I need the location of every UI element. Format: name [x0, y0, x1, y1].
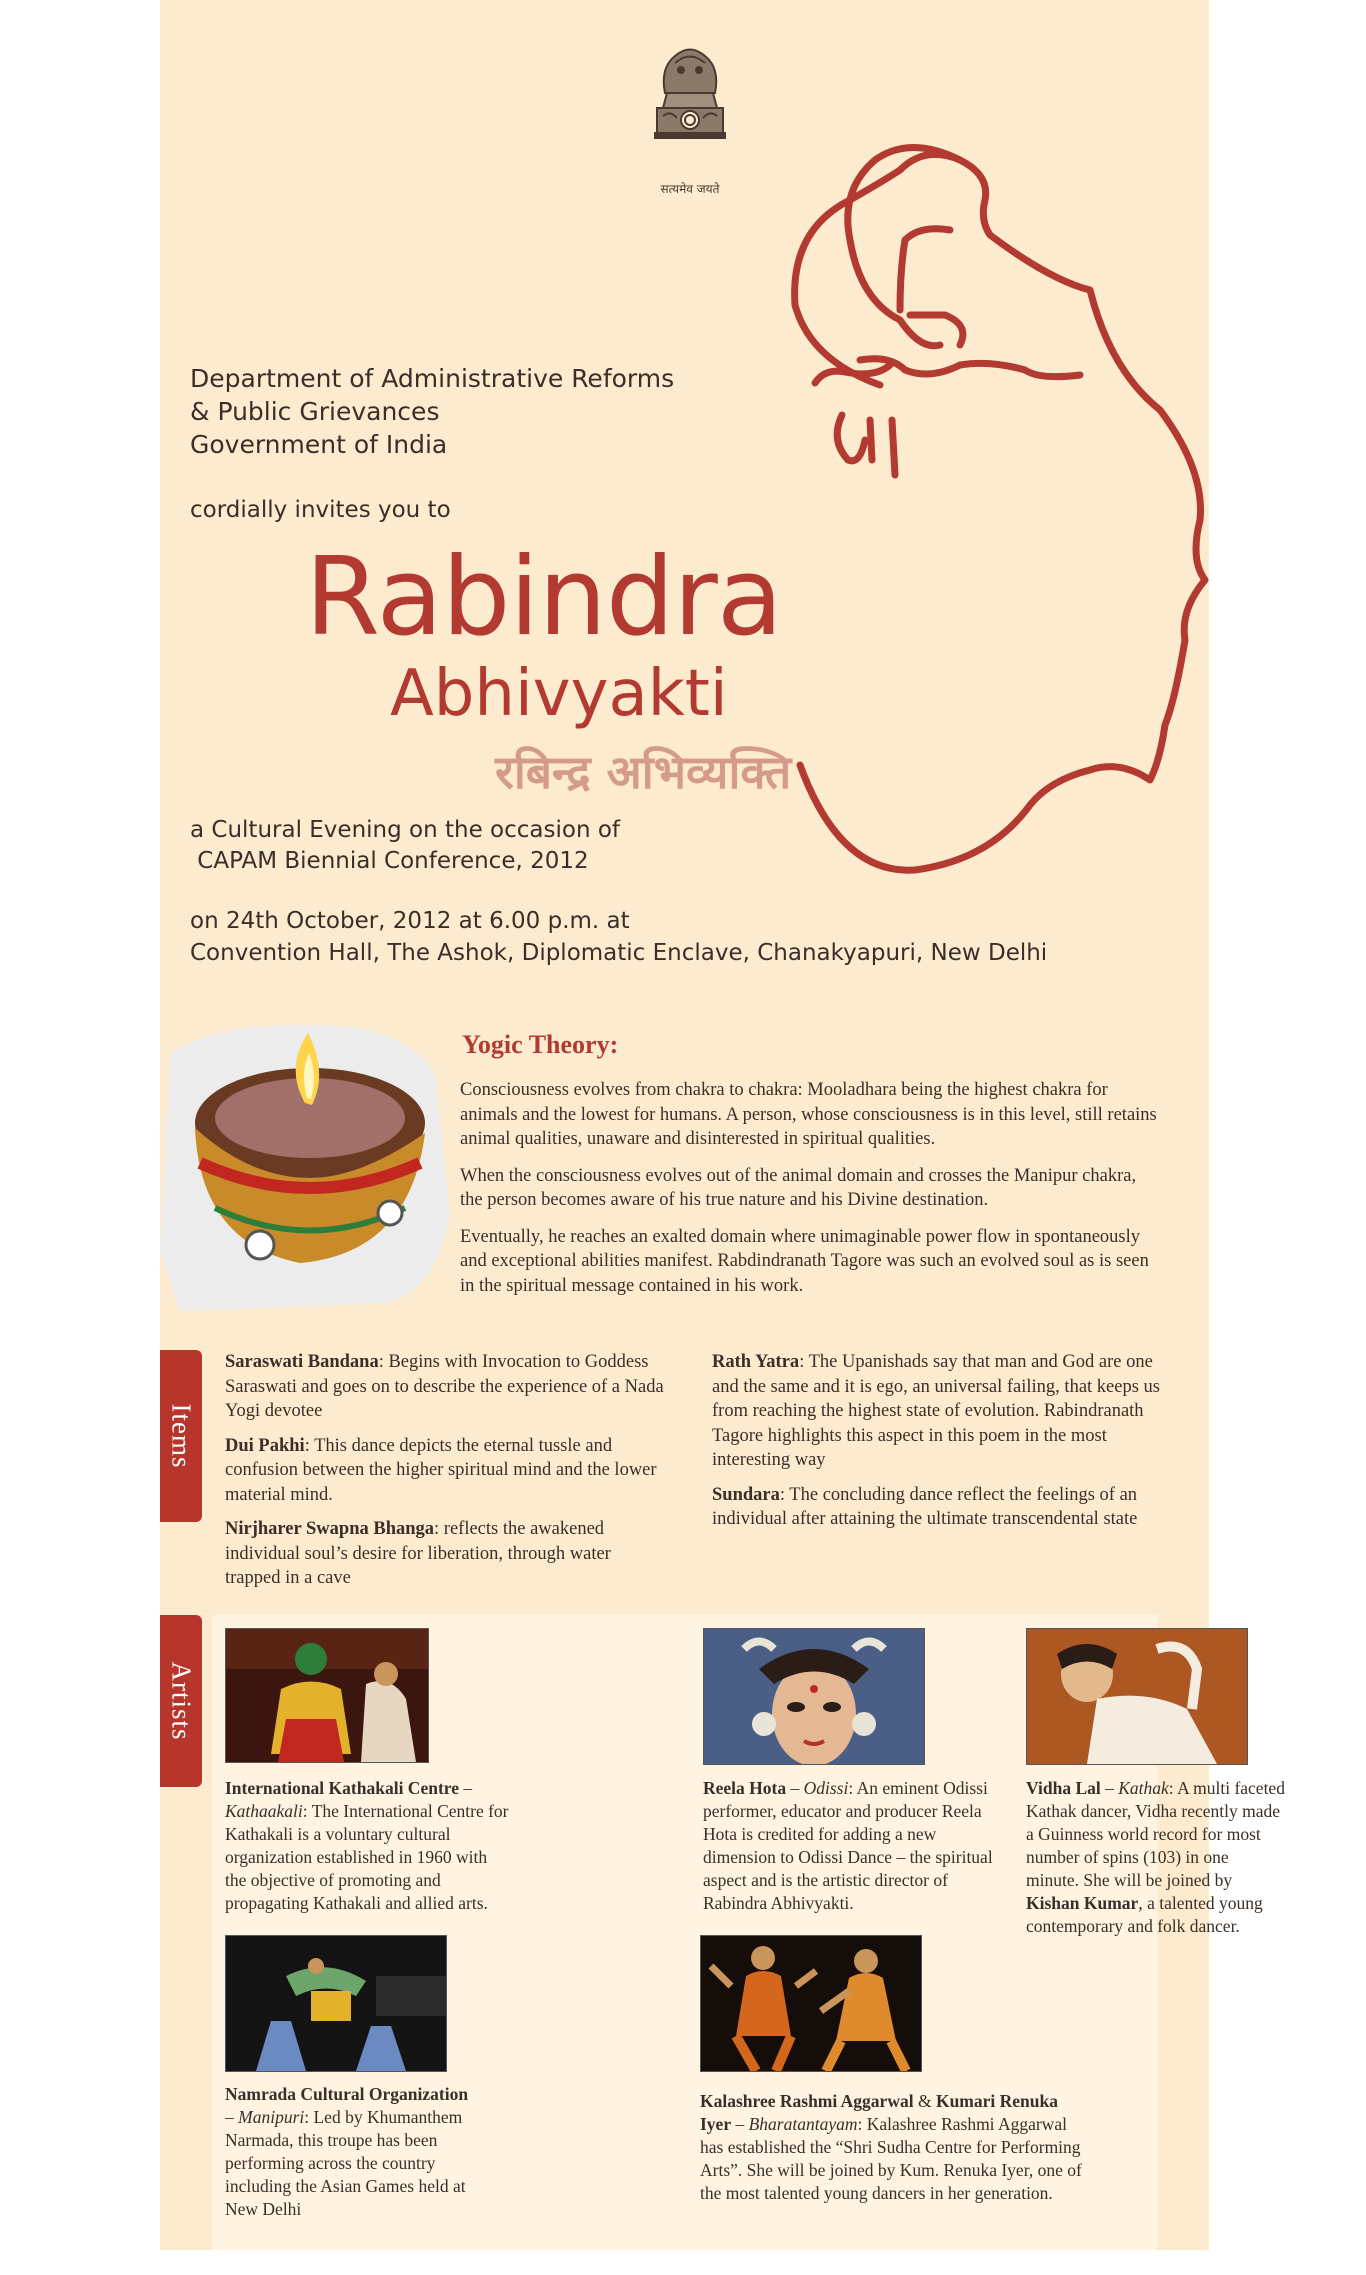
invitation-card: [160, 0, 1285, 2250]
kathakali-photo: [225, 1628, 429, 1763]
item-entry: [712, 1350, 1167, 1473]
artist-description: : Led by Khumanthem Narmada, this troupe has been performing across the country including the Asian Games held at New Delhi: [225, 2107, 466, 2219]
artist-dance-style: Bharatantayam: [748, 2114, 858, 2134]
manipuri-photo: [225, 1935, 447, 2072]
event-title: Rabindra: [305, 535, 782, 660]
items-tab: [160, 1350, 202, 1522]
venue-line: Convention Hall, The Ashok, Diplomatic Enclave, Chanakyapuri, New Delhi: [190, 940, 1048, 966]
artist-name: Namrada Cultural Organization: [225, 2084, 469, 2104]
artist-dance-style: Kathak: [1118, 1778, 1169, 1798]
artist-name: International Kathakali Centre: [225, 1778, 459, 1798]
artist-description-cont: , a talented young contemporary and folk dancer.: [1026, 1893, 1263, 1936]
item-entry: [712, 1483, 1167, 1532]
reela-hota-photo: [703, 1628, 925, 1765]
department-block: [190, 362, 674, 461]
vidha-lal-photo: [1026, 1628, 1248, 1765]
artist-description: : The International Centre for Kathakali is a voluntary cultural organization established in 1960 with the objective of promoting and propagating Kathakali and allied arts.: [225, 1801, 509, 1913]
items-column-left: [225, 1350, 665, 1601]
yogic-paragraph: Eventually, he reaches an exalted domain where unimaginable power flow in spontaneously and exceptional abilities manifest. Rabdindranath Tagore was such an evolved soul as is seen in the spiritual message contained in his work.: [460, 1226, 1149, 1296]
department-line-2: & Public Grievances: [190, 397, 440, 426]
artist-dance-style: Odissi: [803, 1778, 849, 1798]
occasion-line-1: a Cultural Evening on the occasion of: [190, 817, 621, 843]
artist-name-2: Kumari Renuka Iyer: [700, 2091, 1058, 2134]
item-entry: [225, 1517, 665, 1591]
artist-entry: [225, 2083, 495, 2221]
yogic-paragraph: Consciousness evolves from chakra to chakra: Mooladhara being the highest chakra for animals and the lowest for humans. A person, whose consciousness is in this level, still retains animal qualities, unaware and disinterested in spiritual qualities.: [460, 1080, 1157, 1149]
department-line-1: Department of Administrative Reforms: [190, 364, 675, 393]
artist-name: Vidha Lal: [1026, 1778, 1101, 1798]
yogic-theory-heading: Yogic Theory:: [462, 1030, 619, 1059]
artist-dance-style: Kathaakali: [225, 1801, 303, 1821]
artist-collaborator-name: Kishan Kumar: [1026, 1893, 1139, 1913]
artist-separator: –: [786, 1778, 804, 1798]
emblem-motto: सत्यमेव जयते: [660, 182, 720, 196]
artist-separator: –: [459, 1778, 473, 1798]
item-name: Nirjharer Swapna Bhanga: [225, 1519, 435, 1539]
item-entry: [225, 1350, 665, 1424]
event-title-hindi: रबिन्द्र अभिव्यक्ति: [495, 745, 792, 799]
artists-tab-label: Artists: [166, 1661, 197, 1741]
item-description: : The Upanishads say that man and God are one and the same and it is ego, an universal failing, that keeps us from reaching the highest state of evolution. Rabindranath Tagore highlights this aspect in this poem in the most interesting way: [712, 1352, 1160, 1470]
artist-name: Kalashree Rashmi Aggarwal: [700, 2091, 914, 2111]
item-name: Sundara: [712, 1484, 780, 1505]
cordially-invites: cordially invites you to: [190, 497, 451, 523]
artist-dance-style: Manipuri: [238, 2107, 305, 2127]
artist-separator: –: [1100, 1778, 1119, 1798]
artist-entry: [700, 2090, 1085, 2205]
artist-name: Reela Hota: [703, 1778, 787, 1798]
artist-separator: –: [225, 2107, 239, 2127]
artist-entry: [703, 1777, 1003, 1915]
artist-entry: [1026, 1777, 1286, 1938]
item-description: : reflects the awakened individual soul’s desire for liberation, through water trapped in a cave: [225, 1519, 611, 1588]
artist-entry: [225, 1777, 510, 1915]
artist-separator: –: [731, 2114, 749, 2134]
department-line-3: Government of India: [190, 430, 448, 459]
item-description: : This dance depicts the eternal tussle and confusion between the higher spiritual mind and the lower material mind.: [225, 1435, 657, 1505]
item-description: : Begins with Invocation to Goddess Saraswati and goes on to describe the experience of a Nada Yogi devotee: [225, 1352, 664, 1421]
item-entry: [225, 1434, 665, 1508]
bottom-margin: [0, 2250, 1366, 2275]
occasion-line-2: CAPAM Biennial Conference, 2012: [190, 848, 589, 874]
yogic-theory-section: [460, 1030, 1160, 1310]
event-subtitle: Abhivyakti: [390, 657, 728, 731]
diya-lamp-image: [160, 1013, 450, 1313]
item-description: : The concluding dance reflect the feelings of an individual after attaining the ultimate transcendental state: [712, 1484, 1138, 1529]
item-name: Rath Yatra: [712, 1352, 800, 1372]
artists-tab: [160, 1615, 202, 1787]
artist-description: : A multi faceted Kathak dancer, Vidha recently made a Guinness world record for most number of spins (103) in one minute. She will be joined by: [1026, 1778, 1285, 1890]
items-tab-label: Items: [166, 1403, 197, 1469]
occasion-block: [190, 815, 620, 877]
artist-description: : Kalashree Rashmi Aggarwal has established the “Shri Sudha Centre for Performing Arts”. She will be joined by Kum. Renuka Iyer, one of the most talented young dancers in her generation.: [700, 2114, 1082, 2203]
date-line: on 24th October, 2012 at 6.00 p.m. at: [190, 908, 630, 934]
items-column-right: [712, 1350, 1167, 1542]
artist-description: : An eminent Odissi performer, educator and producer Reela Hota is credited for adding a new dimension to Odissi Dance – the spiritual aspect and is the artistic director of Rabindra Abhivyakti.: [703, 1778, 993, 1913]
bharatanatyam-photo: [700, 1935, 922, 2072]
item-name: Dui Pakhi: [225, 1435, 305, 1456]
item-name: Saraswati Bandana: [225, 1352, 379, 1372]
date-venue-block: [190, 905, 1047, 969]
artist-amp: &: [913, 2091, 936, 2111]
yogic-paragraph: When the consciousness evolves out of the animal domain and crosses the Manipur chakra, the person becomes aware of his true nature and his Divine destination.: [460, 1165, 1137, 1210]
